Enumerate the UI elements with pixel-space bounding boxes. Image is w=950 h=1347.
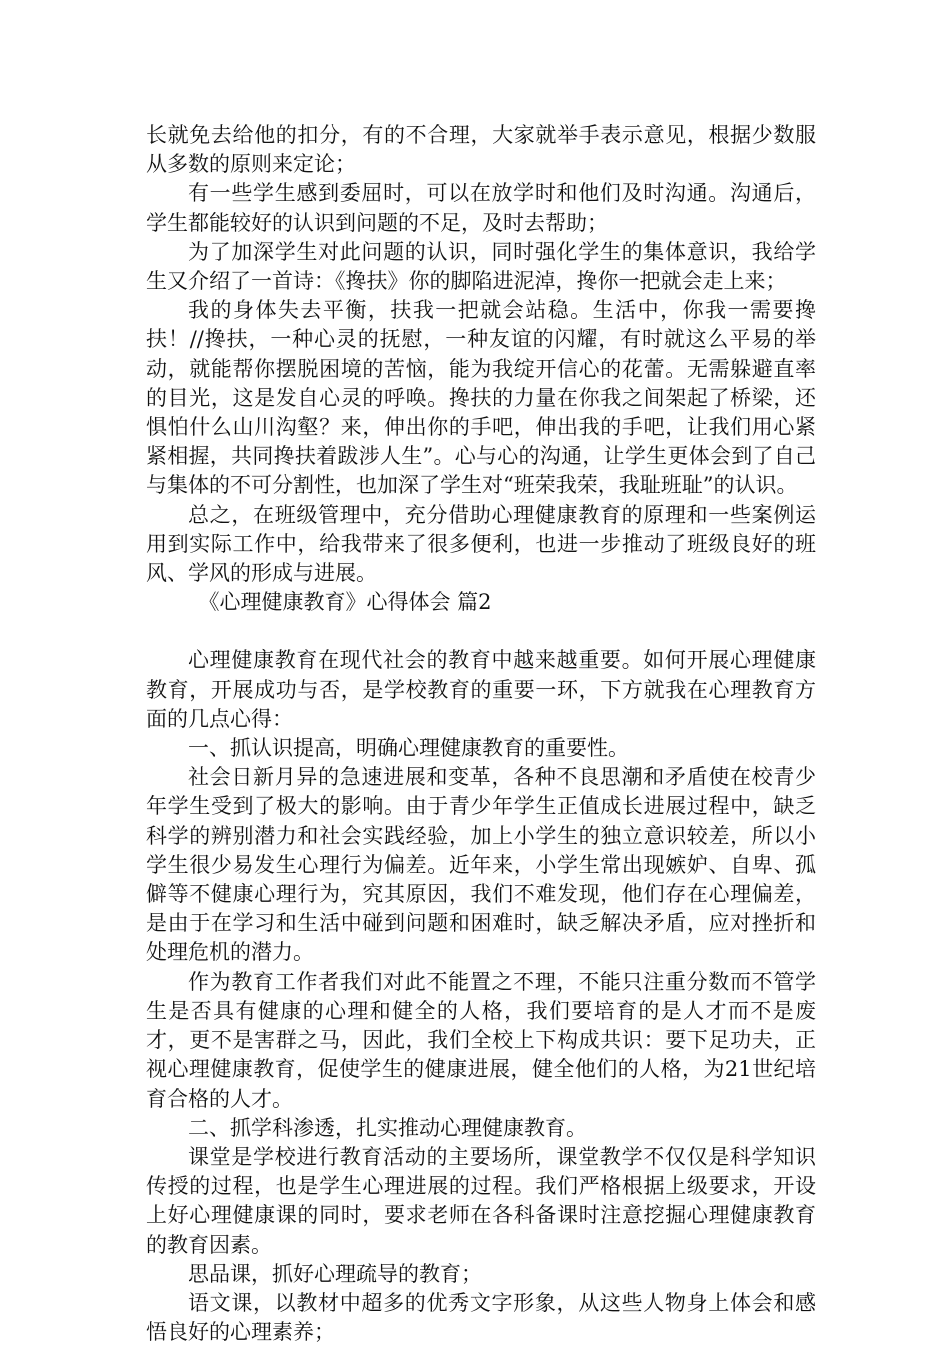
paragraph: 一、抓认识提高，明确心理健康教育的重要性。 (188, 736, 629, 761)
paragraph: 思品课，抓好心理疏导的教育； (188, 1261, 482, 1286)
section-title: 《心理健康教育》心得体会 篇2 (198, 590, 492, 615)
paragraph: 二、抓学科渗透，扎实推动心理健康教育。 (188, 1115, 587, 1140)
blank-line (146, 617, 816, 646)
paragraph: 为了加深学生对此问题的认识，同时强化学生的集体意识，我给学生又介绍了一首诗：《搀扶》你的脚陷进泥淖，搀你一把就会走上来； (146, 239, 816, 294)
paragraph: 心理健康教育在现代社会的教育中越来越重要。如何开展心理健康教育，开展成功与否，是学校教育的重要一环，下方就我在心理教育方面的几点心得： (146, 648, 816, 731)
paragraph: 总之，在班级管理中，充分借助心理健康教育的原理和一些案例运用到实际工作中，给我带来了很多便利，也进一步推动了班级良好的班风、学风的形成与进展。 (146, 502, 816, 586)
paragraph: 我的身体失去平衡，扶我一把就会站稳。生活中，你我一需要搀扶！//搀扶，一种心灵的抚慰，一种友谊的闪耀，有时就这么平易的举动，就能帮你摆脱困境的苦恼，能为我绽开信心的花蕾。无需躲避直率的目光，这是发自心灵的呼唤。搀扶的力量在你我之间架起了桥梁，还惧怕什么山川沟壑？来，伸出你的手吧，伸出我的手吧，让我们用心紧紧相握，共同搀扶着跋涉人生”。心与心的沟通，让学生更体会到了自己与集体的不可分割性，也加深了学生对“班荣我荣，我耻班耻”的认识。 (146, 298, 816, 498)
paragraph: 长就免去给他的扣分，有的不合理，大家就举手表示意见，根据少数服从多数的原则来定论； (146, 123, 816, 177)
paragraph: 社会日新月异的急速进展和变革，各种不良思潮和矛盾使在校青少年学生受到了极大的影响。由于青少年学生正值成长进展过程中，缺乏科学的辨别潜力和社会实践经验，加上小学生的独立意识较差，所以小学生很少易发生心理行为偏差。近年来，小学生常出现嫉妒、自卑、孤僻等不健康心理行为，究其原因，我们不难发现，他们存在心理偏差，是由于在学习和生活中碰到问题和困难时，缺乏解决矛盾，应对挫折和处理危机的潜力。 (146, 765, 816, 965)
paragraph: 课堂是学校进行教育活动的主要场所，课堂教学不仅仅是科学知识传授的过程，也是学生心理进展的过程。我们严格根据上级要求，开设上好心理健康课的同时，要求老师在各科备课时注意挖掘心理健康教育的教育因素。 (146, 1144, 816, 1257)
paragraph: 有一些学生感到委屈时，可以在放学时和他们及时沟通。沟通后，学生都能较好的认识到问题的不足，及时去帮助； (146, 181, 816, 235)
paragraph: 作为教育工作者我们对此不能置之不理，不能只注重分数而不管学生是否具有健康的心理和健全的人格，我们要培育的是人才而不是废才，更不是害群之马，因此，我们全校上下构成共识：要下足功夫，正视心理健康教育，促使学生的健康进展，健全他们的人格，为21世纪培育合格的人才。 (146, 969, 816, 1111)
document-page (146, 121, 816, 1347)
paragraph: 语文课，以教材中超多的优秀文字形象，从这些人物身上体会和感悟良好的心理素养； (146, 1290, 816, 1345)
